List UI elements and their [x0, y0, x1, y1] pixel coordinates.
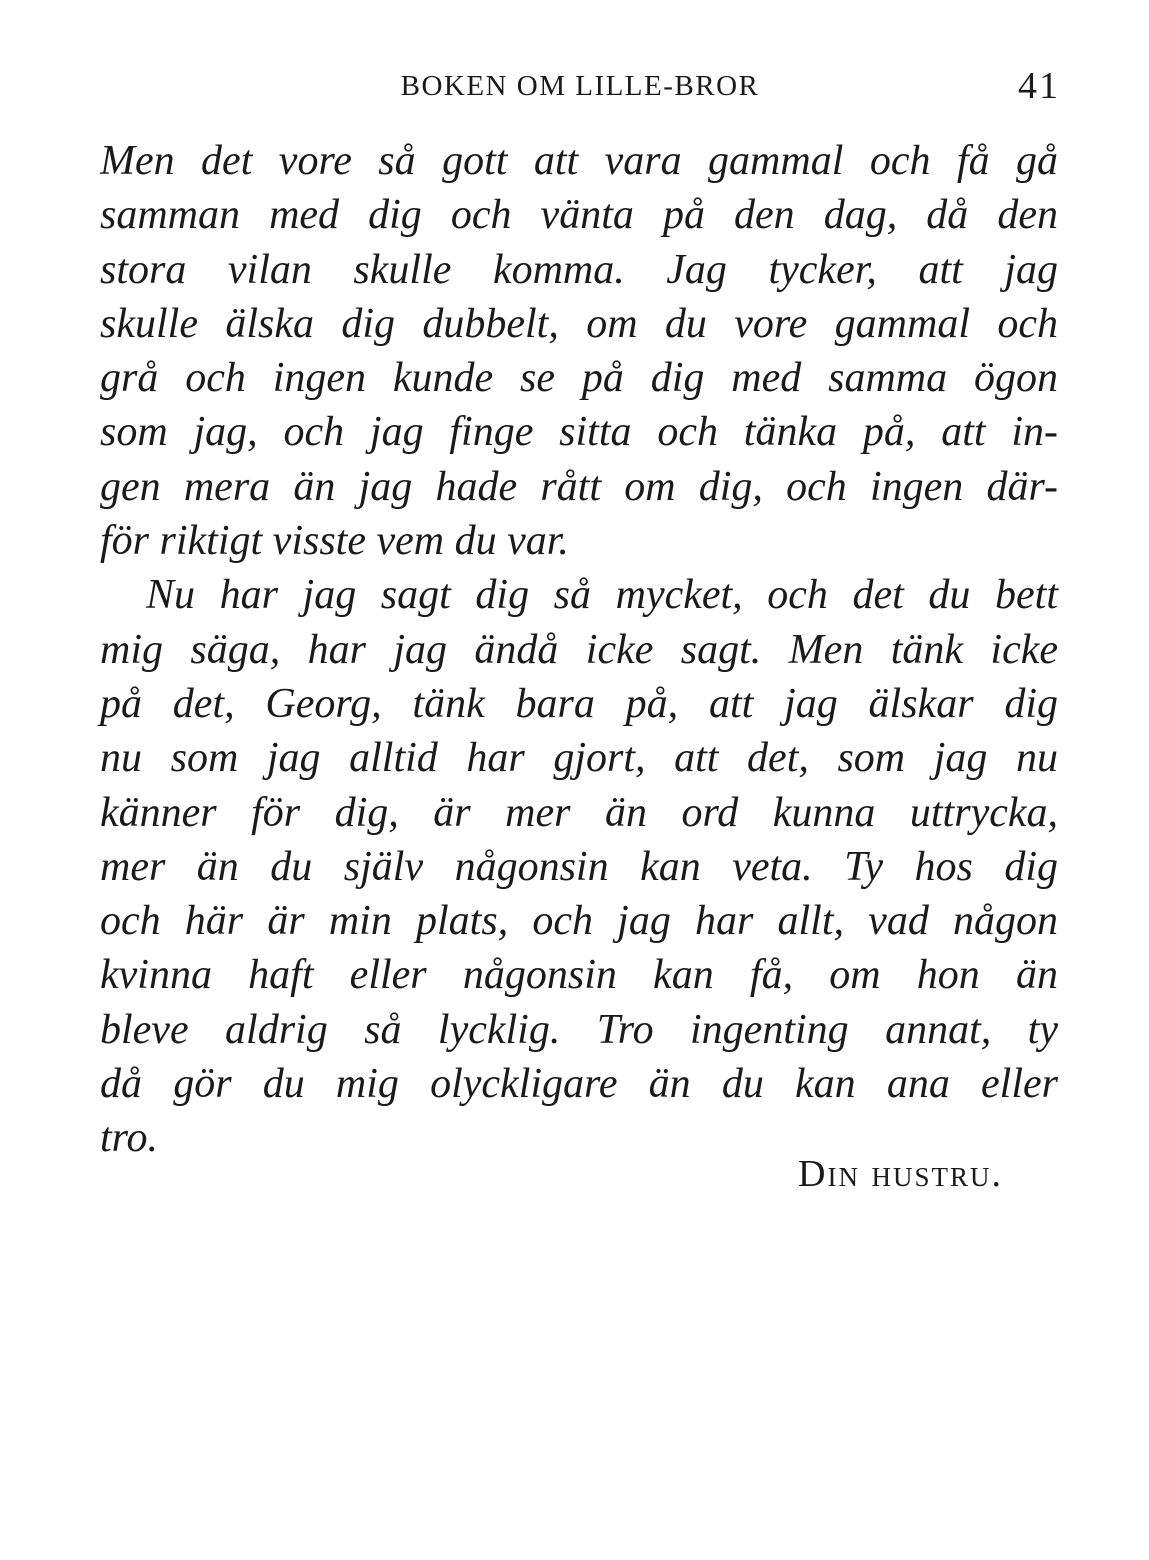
text-line: skulle älska dig dubbelt, om du vore gammal och	[100, 300, 1058, 347]
text-line: Men det vore så gott att vara gammal och få gå	[100, 138, 1058, 184]
text-line: stora vilan skulle komma. Jag tycker, att jag	[100, 246, 1058, 293]
text-line: grå och ingen kunde se på dig med samma ögon	[100, 355, 1058, 402]
text-line: kvinna haft eller någonsin kan få, om hon än	[100, 952, 1058, 999]
text-line: nu som jag alltid har gjort, att det, som jag nu	[100, 735, 1058, 782]
text-line: mer än du själv någonsin kan veta. Ty hos dig	[100, 843, 1058, 890]
page-header	[100, 66, 1060, 116]
signature: Din hustru.	[798, 1153, 1003, 1195]
text-line: känner för dig, är mer än ord kunna uttrycka,	[100, 789, 1058, 836]
body-text	[100, 134, 1058, 1166]
text-line: mig säga, har jag ändå icke sagt. Men tänk icke	[100, 626, 1058, 673]
text-line: Nu har jag sagt dig så mycket, och det du bett	[146, 572, 1058, 619]
text-line: för riktigt visste vem du var.	[100, 518, 569, 565]
text-line: på det, Georg, tänk bara på, att jag älskar dig	[100, 680, 1058, 727]
text-line: då gör du mig olyckligare än du kan ana eller	[100, 1061, 1058, 1108]
text-line: gen mera än jag hade rått om dig, och ingen där-	[100, 463, 1058, 510]
text-line: bleve aldrig så lycklig. Tro ingenting annat, ty	[100, 1006, 1058, 1053]
page-number: 41	[1018, 65, 1060, 107]
text-line: samman med dig och vänta på den dag, då den	[100, 192, 1058, 239]
text-line: som jag, och jag finge sitta och tänka på, att in-	[100, 409, 1058, 456]
text-line: och här är min plats, och jag har allt, vad någon	[100, 898, 1058, 945]
text-line: tro.	[100, 1115, 158, 1162]
running-title: BOKEN OM LILLE-BROR	[400, 70, 760, 102]
